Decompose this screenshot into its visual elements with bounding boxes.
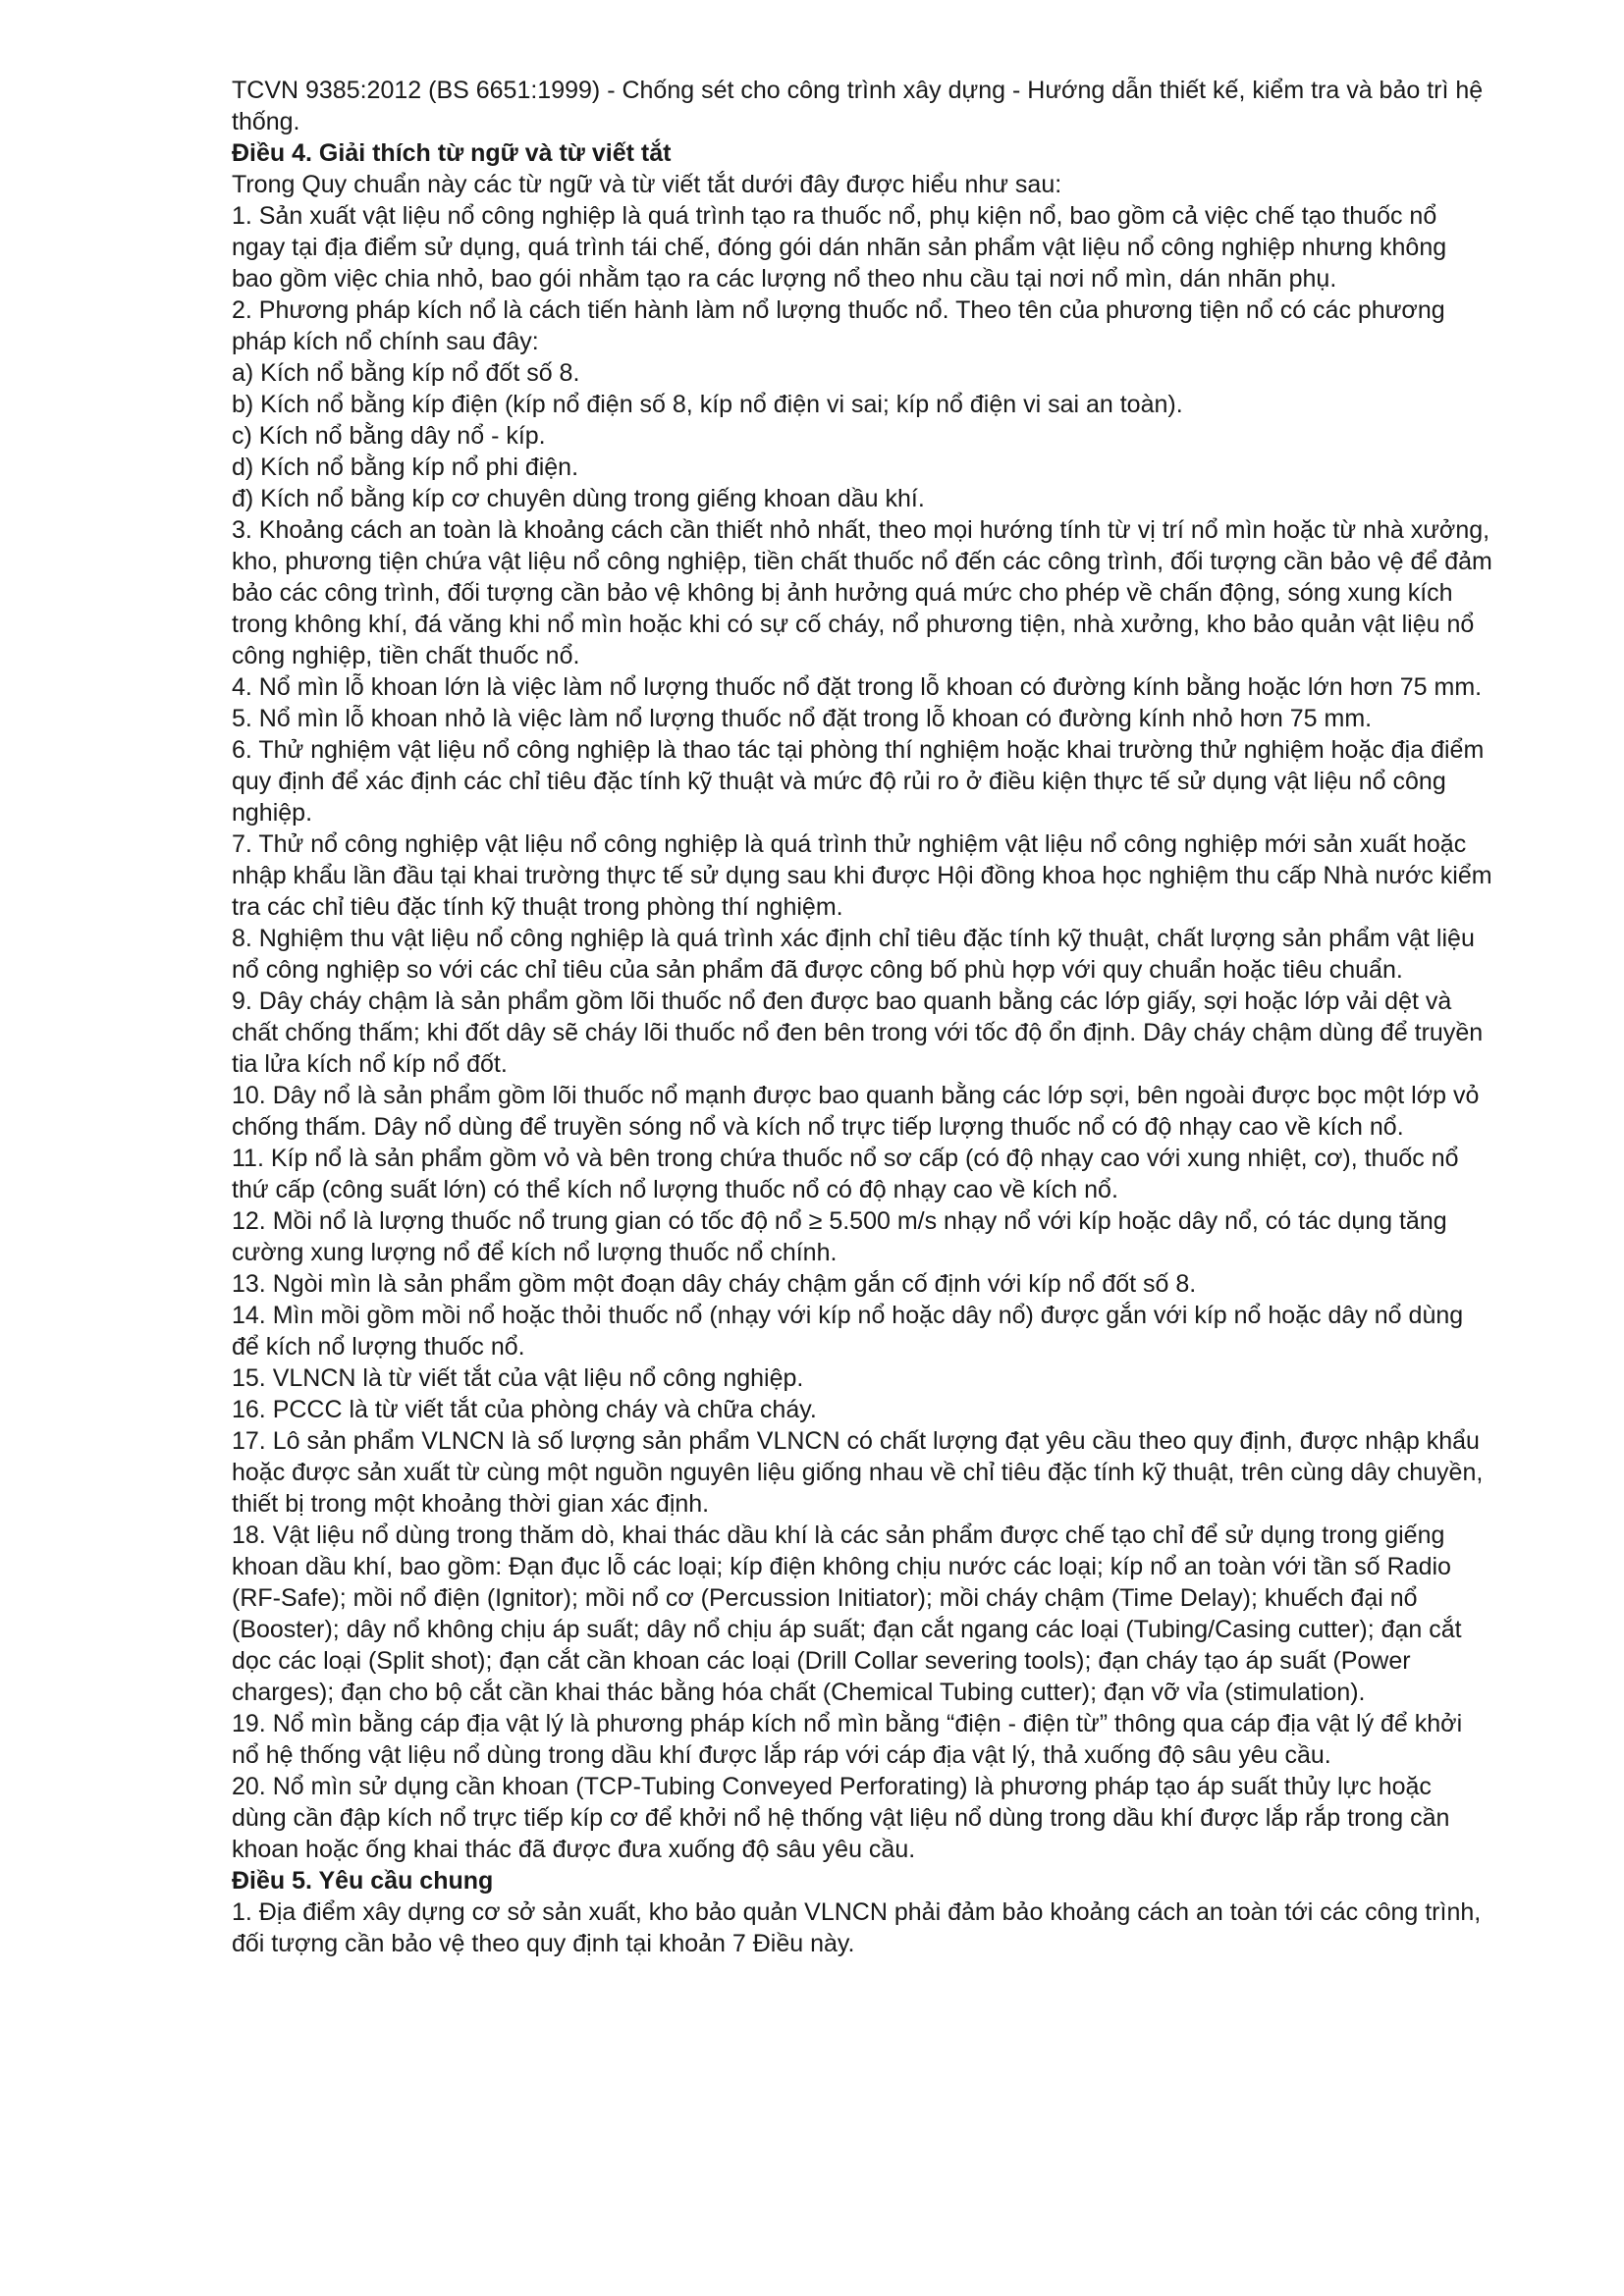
paragraph: a) Kích nổ bằng kíp nổ đốt số 8.	[232, 359, 580, 387]
paragraph: 19. Nổ mìn bằng cáp địa vật lý là phương pháp kích nổ mìn bằng “điện - điện từ” thông qua cáp địa vật lý để khởi nổ hệ thống vật liệu nổ dùng trong dầu khí được lắp ráp với cáp địa vật lý, thả xuống độ sâu yêu cầu.	[232, 1710, 1463, 1769]
paragraph: c) Kích nổ bằng dây nổ - kíp.	[232, 422, 546, 450]
document-body	[232, 75, 1492, 1959]
section-heading: Điều 4. Giải thích từ ngữ và từ viết tắt	[232, 139, 672, 167]
paragraph: 14. Mìn mồi gồm mồi nổ hoặc thỏi thuốc nổ (nhạy với kíp nổ hoặc dây nổ) được gắn với kíp nổ hoặc dây nổ dùng để kích nổ lượng thuốc nổ.	[232, 1302, 1464, 1361]
paragraph: 1. Địa điểm xây dựng cơ sở sản xuất, kho bảo quản VLNCN phải đảm bảo khoảng cách an toàn tới các công trình, đối tượng cần bảo vệ theo quy định tại khoản 7 Điều này.	[232, 1898, 1482, 1957]
paragraph: 3. Khoảng cách an toàn là khoảng cách cần thiết nhỏ nhất, theo mọi hướng tính từ vị trí nổ mìn hoặc từ nhà xưởng, kho, phương tiện chứa vật liệu nổ công nghiệp, tiền chất thuốc nổ đến các công trình, đối tượng cần bảo vệ để đảm bảo các công trình, đối tượng cần bảo vệ không bị ảnh hưởng quá mức cho phép về chấn động, sóng xung kích trong không khí, đá văng khi nổ mìn hoặc khi có sự cố cháy, nổ phương tiện, nhà xưởng, kho bảo quản vật liệu nổ công nghiệp, tiền chất thuốc nổ.	[232, 516, 1492, 669]
paragraph: 20. Nổ mìn sử dụng cần khoan (TCP-Tubing Conveyed Perforating) là phương pháp tạo áp suất thủy lực hoặc dùng cần đập kích nổ trực tiếp kíp cơ để khởi nổ hệ thống vật liệu nổ dùng trong dầu khí được lắp rắp trong cần khoan hoặc ống khai thác đã được đưa xuống độ sâu yêu cầu.	[232, 1773, 1450, 1863]
paragraph: 11. Kíp nổ là sản phẩm gồm vỏ và bên trong chứa thuốc nổ sơ cấp (có độ nhạy cao với xung nhiệt, cơ), thuốc nổ thứ cấp (công suất lớn) có thể kích nổ lượng thuốc nổ có độ nhạy cao về kích nổ.	[232, 1145, 1459, 1203]
paragraph: 16. PCCC là từ viết tắt của phòng cháy và chữa cháy.	[232, 1396, 817, 1423]
paragraph: 10. Dây nổ là sản phẩm gồm lõi thuốc nổ mạnh được bao quanh bằng các lớp sợi, bên ngoài được bọc một lớp vỏ chống thấm. Dây nổ dùng để truyền sóng nổ và kích nổ trực tiếp lượng thuốc nổ có độ nhạy cao về kích nổ.	[232, 1082, 1480, 1141]
paragraph: 15. VLNCN là từ viết tắt của vật liệu nổ công nghiệp.	[232, 1364, 804, 1392]
paragraph: 8. Nghiệm thu vật liệu nổ công nghiệp là quá trình xác định chỉ tiêu đặc tính kỹ thuật, chất lượng sản phẩm vật liệu nổ công nghiệp so với các chỉ tiêu của sản phẩm đã được công bố phù hợp với quy chuẩn hoặc tiêu chuẩn.	[232, 925, 1475, 984]
paragraph: 12. Mồi nổ là lượng thuốc nổ trung gian có tốc độ nổ ≥ 5.500 m/s nhạy nổ với kíp hoặc dây nổ, có tác dụng tăng cường xung lượng nổ để kích nổ lượng thuốc nổ chính.	[232, 1207, 1447, 1266]
paragraph: 7. Thử nổ công nghiệp vật liệu nổ công nghiệp là quá trình thử nghiệm vật liệu nổ công nghiệp mới sản xuất hoặc nhập khẩu lần đầu tại khai trường thực tế sử dụng sau khi được Hội đồng khoa học nghiệm thu cấp Nhà nước kiểm tra các chỉ tiêu đặc tính kỹ thuật trong phòng thí nghiệm.	[232, 830, 1492, 921]
paragraph: 1. Sản xuất vật liệu nổ công nghiệp là quá trình tạo ra thuốc nổ, phụ kiện nổ, bao gồm cả việc chế tạo thuốc nổ ngay tại địa điểm sử dụng, quá trình tái chế, đóng gói dán nhãn sản phẩm vật liệu nổ công nghiệp nhưng không bao gồm việc chia nhỏ, bao gói nhằm tạo ra các lượng nổ theo nhu cầu tại nơi nổ mìn, dán nhãn phụ.	[232, 202, 1447, 293]
paragraph: 5. Nổ mìn lỗ khoan nhỏ là việc làm nổ lượng thuốc nổ đặt trong lỗ khoan có đường kính nhỏ hơn 75 mm.	[232, 705, 1373, 732]
paragraph: Trong Quy chuẩn này các từ ngữ và từ viết tắt dưới đây được hiểu như sau:	[232, 171, 1062, 198]
paragraph: d) Kích nổ bằng kíp nổ phi điện.	[232, 454, 579, 481]
paragraph: đ) Kích nổ bằng kíp cơ chuyên dùng trong giếng khoan dầu khí.	[232, 485, 925, 512]
paragraph: TCVN 9385:2012 (BS 6651:1999) - Chống sét cho công trình xây dựng - Hướng dẫn thiết kế, kiểm tra và bảo trì hệ thống.	[232, 77, 1484, 135]
paragraph: b) Kích nổ bằng kíp điện (kíp nổ điện số 8, kíp nổ điện vi sai; kíp nổ điện vi sai an toàn).	[232, 391, 1183, 418]
paragraph: 13. Ngòi mìn là sản phẩm gồm một đoạn dây cháy chậm gắn cố định với kíp nổ đốt số 8.	[232, 1270, 1197, 1298]
paragraph: 9. Dây cháy chậm là sản phẩm gồm lõi thuốc nổ đen được bao quanh bằng các lớp giấy, sợi hoặc lớp vải dệt và chất chống thấm; khi đốt dây sẽ cháy lõi thuốc nổ đen bên trong với tốc độ ổn định. Dây cháy chậm dùng để truyền tia lửa kích nổ kíp nổ đốt.	[232, 988, 1484, 1078]
paragraph: 2. Phương pháp kích nổ là cách tiến hành làm nổ lượng thuốc nổ. Theo tên của phương tiện nổ có các phương pháp kích nổ chính sau đây:	[232, 296, 1445, 355]
section-heading: Điều 5. Yêu cầu chung	[232, 1867, 494, 1895]
paragraph: 4. Nổ mìn lỗ khoan lớn là việc làm nổ lượng thuốc nổ đặt trong lỗ khoan có đường kính bằng hoặc lớn hơn 75 mm.	[232, 673, 1483, 701]
paragraph: 18. Vật liệu nổ dùng trong thăm dò, khai thác dầu khí là các sản phẩm được chế tạo chỉ để sử dụng trong giếng khoan dầu khí, bao gồm: Đạn đục lỗ các loại; kíp điện không chịu nước các loại; kíp nổ an toàn với tần số Radio (RF-Safe); mồi nổ điện (Ignitor); mồi nổ cơ (Percussion Initiator); mồi cháy chậm (Time Delay); khuếch đại nổ (Booster); dây nổ không chịu áp suất; dây nổ chịu áp suất; đạn cắt ngang các loại (Tubing/Casing cutter); đạn cắt dọc các loại (Split shot); đạn cắt cần khoan các loại (Drill Collar severing tools); đạn cháy tạo áp suất (Power charges); đạn cho bộ cắt cần khai thác bằng hóa chất (Chemical Tubing cutter); đạn vỡ vỉa (stimulation).	[232, 1522, 1462, 1706]
paragraph: 6. Thử nghiệm vật liệu nổ công nghiệp là thao tác tại phòng thí nghiệm hoặc khai trường thử nghiệm hoặc địa điểm quy định để xác định các chỉ tiêu đặc tính kỹ thuật và mức độ rủi ro ở điều kiện thực tế sử dụng vật liệu nổ công nghiệp.	[232, 736, 1485, 827]
paragraph: 17. Lô sản phẩm VLNCN là số lượng sản phẩm VLNCN có chất lượng đạt yêu cầu theo quy định, được nhập khẩu hoặc được sản xuất từ cùng một nguồn nguyên liệu giống nhau về chỉ tiêu đặc tính kỹ thuật, trên cùng dây chuyền, thiết bị trong một khoảng thời gian xác định.	[232, 1427, 1484, 1518]
